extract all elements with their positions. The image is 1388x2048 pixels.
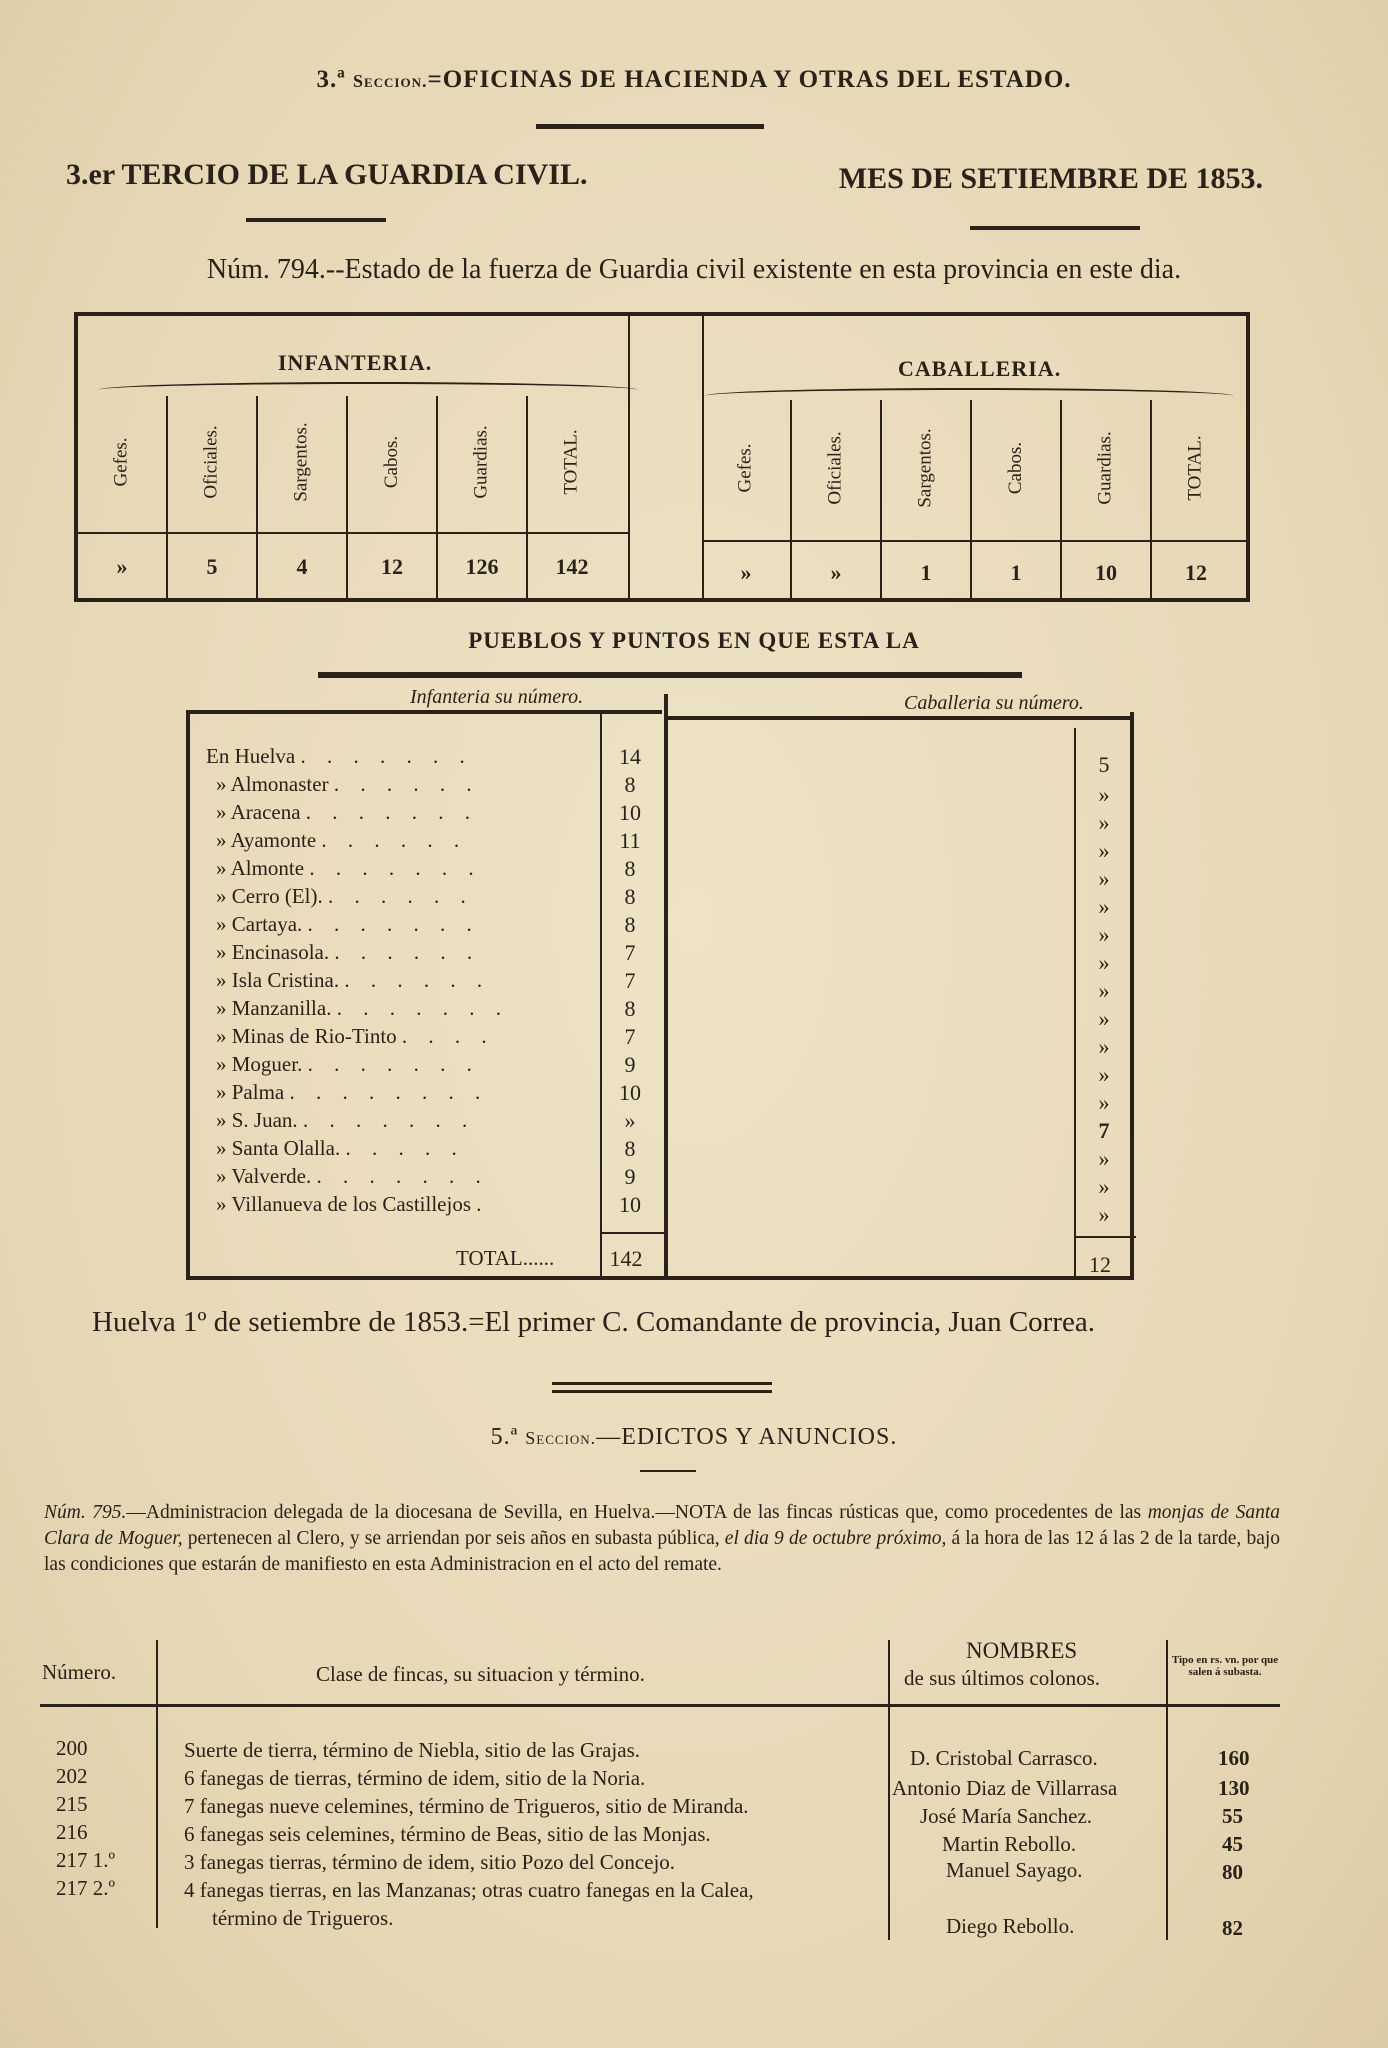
pueblo-name: Ayamonte <box>230 828 317 852</box>
finca-clase: 6 fanegas de tierras, término de idem, sitio de la Noria. <box>184 1766 646 1790</box>
pueblo-inf: 10 <box>619 1080 641 1105</box>
pueblo-prefix: » <box>216 772 227 796</box>
pueblo-prefix: » <box>216 1108 227 1132</box>
col-label: Gefes. <box>111 437 132 487</box>
pueblo-inf: 8 <box>624 856 636 881</box>
cab-col-oficiales <box>796 398 876 538</box>
pueblo-prefix: » <box>216 856 227 880</box>
pueblo-prefix: » <box>216 940 227 964</box>
finca-num: 216 <box>56 1820 88 1844</box>
fincas-num-line <box>40 1704 150 1707</box>
pueblo-inf: 8 <box>624 1136 636 1161</box>
inf-value: 12 <box>381 554 403 579</box>
finca-tipo: 45 <box>1222 1832 1243 1856</box>
col-label: TOTAL. <box>1185 435 1206 501</box>
pueblo-row: » S. Juan. . . . . . . . <box>216 1108 476 1132</box>
finca-clase: Suerte de tierra, término de Niebla, sitio de las Grajas. <box>184 1738 641 1762</box>
cab-col-line <box>880 400 882 598</box>
pueblos-rule <box>318 672 1022 678</box>
finca-colono: Martin Rebollo. <box>942 1832 1077 1856</box>
cab-value: » <box>740 560 752 585</box>
cab-value: 12 <box>1185 560 1207 585</box>
col-label: Sargentos. <box>291 422 312 502</box>
pueblo-inf: 7 <box>624 968 636 993</box>
pueblo-row: » Encinasola. . . . . . . <box>216 940 481 964</box>
heading-rule <box>536 124 764 129</box>
finca-clase: 7 fanegas nueve celemines, término de Trigueros, sitio de Miranda. <box>184 1794 749 1818</box>
group-divider-left <box>628 316 630 598</box>
inf-col-line <box>256 396 258 598</box>
section-3-heading <box>0 66 1388 94</box>
finca-colono: Manuel Sayago. <box>946 1858 1083 1882</box>
pueblo-name: Manzanilla. <box>231 996 332 1020</box>
nota-text-a: —Administracion delegada de la diocesana de Sevilla, en Huelva.—NOTA de las fincas rústicas que, como procedentes de las <box>126 1502 1148 1523</box>
section-5-prefix: 5.ª <box>490 1424 526 1450</box>
caballeria-header-line <box>702 540 1250 542</box>
finca-colono: Antonio Diaz de Villarrasa <box>892 1776 1118 1800</box>
pueblo-cab: 7 <box>1098 1118 1110 1143</box>
fincas-col-line <box>1166 1640 1168 1940</box>
pueblo-inf: 14 <box>619 744 641 769</box>
col-label: Gefes. <box>735 443 756 493</box>
section-3-small: Seccion. <box>352 71 428 91</box>
cab-value: » <box>830 560 842 585</box>
pueblo-name: Encinasola. <box>231 940 330 964</box>
pueblo-inf: 10 <box>619 800 641 825</box>
pueblo-prefix: » <box>216 1052 227 1076</box>
pueblo-cab: » <box>1098 894 1110 919</box>
pueblo-row: » Almonaster . . . . . . <box>216 772 480 796</box>
pueblo-cab: » <box>1098 1174 1110 1199</box>
finca-clase-cont: término de Trigueros. <box>212 1906 394 1930</box>
pueblo-inf: 8 <box>624 996 636 1021</box>
pueblo-prefix: » <box>216 1164 227 1188</box>
pueblos-total-inf: 142 <box>609 1246 643 1271</box>
pueblo-name: Villanueva de los Castillejos <box>231 1192 471 1216</box>
nota-num: Núm. 795. <box>44 1502 127 1523</box>
inf-col-line <box>166 396 168 598</box>
pueblo-row: » Villanueva de los Castillejos . <box>216 1192 490 1216</box>
finca-num: 217 2.º <box>56 1876 116 1900</box>
pueblo-inf: 8 <box>624 912 636 937</box>
pueblo-row: » Valverde. . . . . . . . <box>216 1164 489 1188</box>
pueblo-cab: » <box>1098 838 1110 863</box>
pueblo-row: » Minas de Rio-Tinto . . . . <box>216 1024 495 1048</box>
col-label: Oficiales. <box>824 431 846 505</box>
finca-num: 217 1.º <box>56 1848 116 1872</box>
finca-clase: 4 fanegas tierras, en las Manzanas; otras cuatro fanegas en la Calea, <box>184 1878 754 1902</box>
firma-rule-1 <box>552 1382 772 1385</box>
nota-text-c: á la hora de las 12 á las 2 de la tarde, bajo las condiciones que estarán de manifiesto en esta Administracion en el acto del remate. <box>44 1528 1281 1575</box>
pueblo-inf: » <box>624 1108 636 1133</box>
inf-col-total <box>532 392 612 532</box>
fincas-head-tipo: Tipo en rs. vn. por que salen á subasta. <box>1171 1654 1279 1678</box>
section-5-rule <box>640 1470 696 1472</box>
inf-col-oficiales <box>172 392 252 532</box>
fincas-head-numero: Número. <box>42 1660 117 1684</box>
pueblo-row: » Aracena . . . . . . . <box>216 800 479 824</box>
pueblo-prefix: » <box>216 1136 227 1160</box>
pueblo-inf: 7 <box>624 1024 636 1049</box>
pueblo-row: En Huelva . . . . . . . <box>206 744 473 768</box>
cab-value: 10 <box>1095 560 1117 585</box>
fincas-col-line <box>156 1640 158 1928</box>
inf-col-gefes <box>82 392 162 532</box>
pueblo-name: Minas de Rio-Tinto <box>231 1024 397 1048</box>
pueblo-cab: » <box>1098 866 1110 891</box>
col-label: Cabos. <box>1005 441 1026 495</box>
pueblo-name: Cartaya. <box>231 912 303 936</box>
pueblo-prefix: » <box>216 800 227 824</box>
nota-text-b: pertenecen al Clero, y se arriendan por seis años en subasta pública, <box>182 1528 725 1549</box>
col-label: TOTAL. <box>561 429 582 495</box>
pueblo-prefix: » <box>216 1080 227 1104</box>
inf-col-cabos <box>352 392 432 532</box>
pueblo-name: Almonte <box>230 856 305 880</box>
fincas-head-clase: Clase de fincas, su situacion y término. <box>316 1662 645 1686</box>
inf-value: 4 <box>296 554 308 579</box>
col-label: Cabos. <box>381 435 402 489</box>
finca-num: 202 <box>56 1764 88 1788</box>
fincas-head-nombres-1: NOMBRES <box>966 1638 1078 1663</box>
pueblo-name: Huelva <box>234 744 296 768</box>
pueblo-cab: » <box>1098 1090 1110 1115</box>
pueblo-cab: » <box>1098 782 1110 807</box>
pueblo-name: Valverde. <box>231 1164 312 1188</box>
cab-value: 1 <box>920 560 932 585</box>
inf-col-sargentos <box>262 392 342 532</box>
cab-col-line <box>970 400 972 598</box>
fincas-head-nombres-2: de sus últimos colonos. <box>904 1666 1101 1690</box>
pueblo-inf: 10 <box>619 1192 641 1217</box>
pueblos-title: PUEBLOS Y PUNTOS EN QUE ESTA LA <box>468 628 920 653</box>
finca-clase: 3 fanegas tierras, término de idem, sitio Pozo del Concejo. <box>184 1850 676 1874</box>
finca-tipo: 130 <box>1218 1776 1250 1800</box>
cab-col-total <box>1156 398 1236 538</box>
month-title: MES DE SETIEMBRE DE 1853. <box>838 162 1263 195</box>
pueblo-name: Almonaster <box>230 772 329 796</box>
pueblo-inf: 8 <box>624 884 636 909</box>
infanteria-label: INFANTERIA. <box>278 350 433 375</box>
pueblo-name: Aracena <box>230 800 301 824</box>
pueblos-caballeria-head: Caballeria su número. <box>904 692 1084 714</box>
inf-col-line <box>436 396 438 598</box>
inf-value: 5 <box>206 554 218 579</box>
mes-rule <box>970 226 1140 230</box>
pueblo-prefix: » <box>216 884 227 908</box>
firma: Huelva 1º de setiembre de 1853.=El primer C. Comandante de provincia, Juan Correa. <box>92 1306 1095 1338</box>
pueblo-row: » Manzanilla. . . . . . . . <box>216 996 509 1020</box>
finca-tipo: 80 <box>1222 1860 1243 1884</box>
pueblo-cab: » <box>1098 810 1110 835</box>
pueblo-row: » Isla Cristina. . . . . . . <box>216 968 491 992</box>
pueblo-row: » Ayamonte . . . . . . <box>216 828 468 852</box>
cab-col-line <box>1150 400 1152 598</box>
pueblos-total-cab: 12 <box>1089 1252 1111 1277</box>
pueblo-row: » Santa Olalla. . . . . . <box>216 1136 465 1160</box>
pueblo-cab: » <box>1098 922 1110 947</box>
pueblo-name: Moguer. <box>231 1052 303 1076</box>
pueblo-name: Cerro (El). <box>231 884 323 908</box>
section-5-small: Seccion. <box>525 1428 597 1448</box>
pueblo-name: S. Juan. <box>231 1108 298 1132</box>
section-5-title: —EDICTOS Y ANUNCIOS. <box>596 1424 898 1450</box>
col-label: Oficiales. <box>200 425 222 499</box>
cab-value: 1 <box>1010 560 1022 585</box>
section-3-prefix: 3.ª <box>316 66 353 93</box>
pueblo-prefix: En <box>206 744 230 768</box>
pueblo-cab: » <box>1098 1202 1110 1227</box>
pueblo-name: Palma <box>231 1080 285 1104</box>
pueblo-row: » Palma . . . . . . . . <box>216 1080 489 1104</box>
pueblo-prefix: » <box>216 1192 227 1216</box>
fincas-header-line <box>40 1704 1280 1707</box>
pueblo-row: » Almonte . . . . . . . <box>216 856 482 880</box>
cab-col-sargentos <box>886 398 966 538</box>
section-3-title: =OFICINAS DE HACIENDA Y OTRAS DEL ESTADO. <box>427 66 1072 93</box>
inf-value: 126 <box>465 554 499 579</box>
col-label: Guardias. <box>1095 431 1116 505</box>
pueblo-prefix: » <box>216 828 227 852</box>
pueblo-inf: 11 <box>619 828 641 853</box>
cab-col-cabos <box>976 398 1056 538</box>
pueblo-cab: » <box>1098 950 1110 975</box>
tercio-rule <box>246 218 386 222</box>
pueblo-row: » Moguer. . . . . . . . <box>216 1052 480 1076</box>
pueblo-inf: 9 <box>624 1052 636 1077</box>
pueblo-cab: » <box>1098 1146 1110 1171</box>
nota-italic-a: monjas de Santa Clara de Moguer, <box>44 1502 1280 1549</box>
pueblo-row: » Cartaya. . . . . . . . <box>216 912 480 936</box>
cab-col-gefes <box>706 398 786 538</box>
cab-col-line <box>1060 400 1062 598</box>
infanteria-header-line <box>78 532 628 534</box>
pueblo-cab: » <box>1098 978 1110 1003</box>
finca-tipo: 55 <box>1222 1804 1243 1828</box>
finca-tipo: 82 <box>1222 1916 1243 1940</box>
inf-value: 142 <box>555 554 589 579</box>
col-label: Sargentos. <box>915 428 936 508</box>
fuerza-table <box>74 312 1250 602</box>
finca-colono: José María Sanchez. <box>920 1804 1093 1828</box>
cab-col-line <box>790 400 792 598</box>
inf-col-line <box>346 396 348 598</box>
pueblo-inf: 7 <box>624 940 636 965</box>
finca-tipo: 160 <box>1218 1746 1250 1770</box>
pueblo-name: Isla Cristina. <box>231 968 340 992</box>
section-5-heading <box>0 1424 1388 1451</box>
inf-col-line <box>526 396 528 598</box>
pueblo-prefix: » <box>216 996 227 1020</box>
nota-795 <box>44 1500 1280 1578</box>
inf-col-guardias <box>442 392 522 532</box>
group-divider-right <box>702 316 704 598</box>
pueblo-cab: » <box>1098 1062 1110 1087</box>
finca-num: 215 <box>56 1792 88 1816</box>
pueblo-cab: » <box>1098 1006 1110 1031</box>
finca-num: 200 <box>56 1736 88 1760</box>
estado-title: Núm. 794.--Estado de la fuerza de Guardia civil existente en esta provincia en este dia. <box>206 254 1182 285</box>
pueblo-inf: 9 <box>624 1164 636 1189</box>
pueblo-cab: » <box>1098 1034 1110 1059</box>
finca-clase: 6 fanegas seis celemines, término de Beas, sitio de las Monjas. <box>184 1822 711 1846</box>
finca-colono: D. Cristobal Carrasco. <box>910 1746 1098 1770</box>
pueblos-infanteria-head: Infanteria su número. <box>410 686 584 708</box>
pueblos-total-label: TOTAL...... <box>456 1246 555 1270</box>
pueblo-inf: 8 <box>624 772 636 797</box>
nota-italic-b: el dia 9 de octubre próximo, <box>724 1528 947 1549</box>
pueblo-cab: 5 <box>1098 752 1110 777</box>
fincas-col-line <box>888 1640 890 1940</box>
finca-colono: Diego Rebollo. <box>946 1914 1075 1938</box>
pueblos-inf-total-line <box>600 1232 666 1234</box>
pueblo-prefix: » <box>216 1024 227 1048</box>
pueblo-prefix: » <box>216 912 227 936</box>
caballeria-label: CABALLERIA. <box>898 356 1062 381</box>
pueblos-group-divider <box>664 694 668 1276</box>
pueblo-prefix: » <box>216 968 227 992</box>
tercio-title: 3.er TERCIO DE LA GUARDIA CIVIL. <box>66 158 588 191</box>
firma-rule-2 <box>552 1390 772 1393</box>
pueblo-row: » Cerro (El). . . . . . . <box>216 884 474 908</box>
pueblos-cab-total-line <box>1074 1236 1136 1238</box>
inf-value: » <box>116 554 128 579</box>
col-label: Guardias. <box>471 425 492 499</box>
pueblo-name: Santa Olalla. <box>231 1136 341 1160</box>
cab-col-guardias <box>1066 398 1146 538</box>
